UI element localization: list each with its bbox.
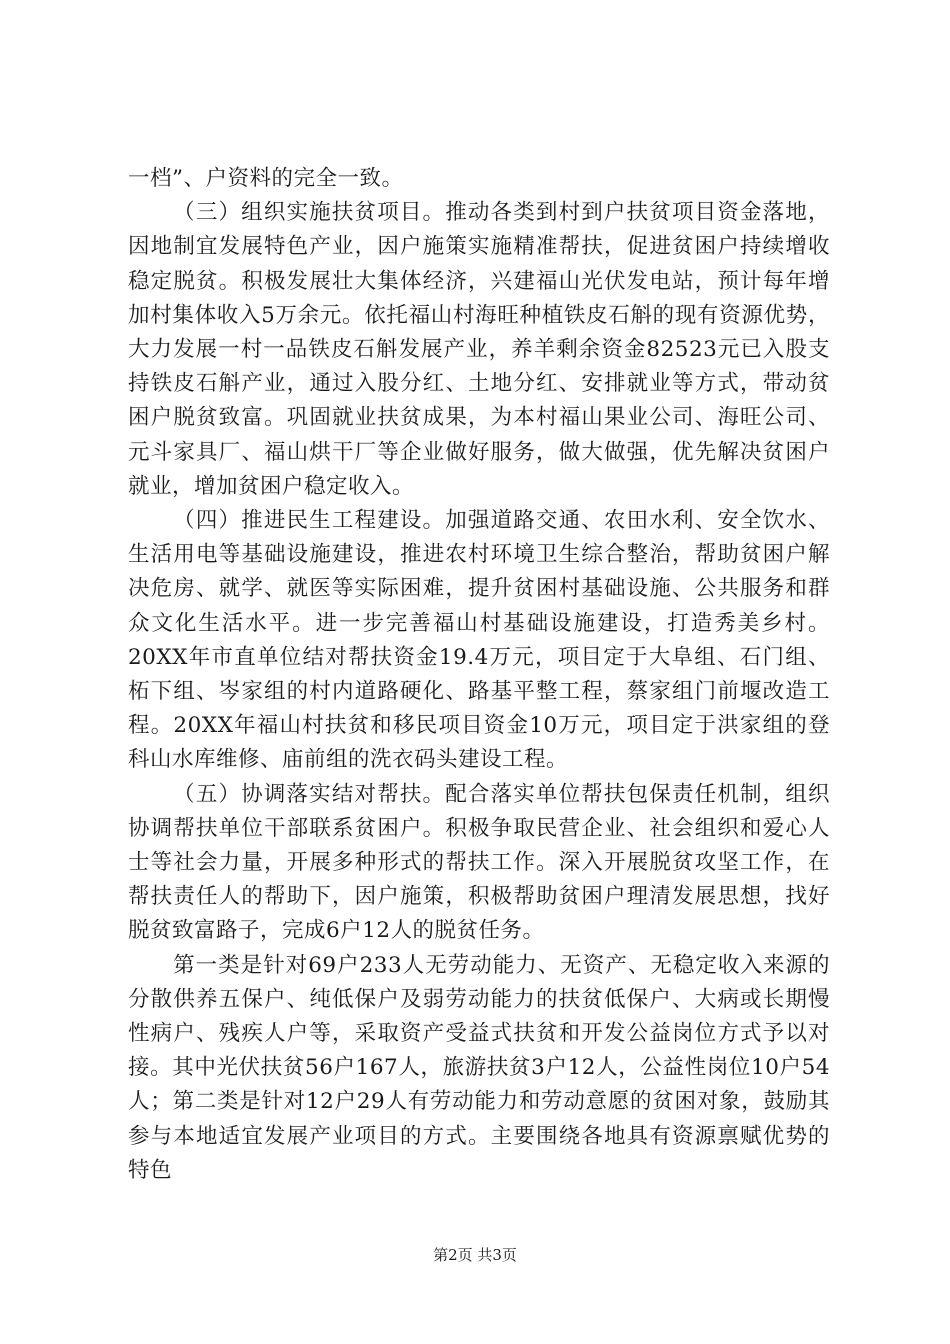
page-number-footer: 第2页 共3页	[433, 1246, 517, 1264]
paragraph-section-5: （五）协调落实结对帮扶。配合落实单位帮扶包保责任机制，组织协调帮扶单位干部联系贫困户。积极争取民营企业、社会组织和爱心人士等社会力量，开展多种形式的帮扶工作。深入开展脱贫攻坚工作，在帮扶责任人的帮助下，因户施策，积极帮助贫困户理清发展思想，找好脱贫致富路子，完成6户12人的脱贫任务。	[128, 781, 830, 944]
paragraph-section-3: （三）组织实施扶贫项目。推动各类到村到户扶贫项目资金落地，因地制宜发展特色产业，因户施策实施精准帮扶，促进贫困户持续增收稳定脱贫。积极发展壮大集体经济，兴建福山光伏发电站，预计每年增加村集体收入5万余元。依托福山村海旺种植铁皮石斛的现有资源优势，大力发展一村一品铁皮石斛发展产业，养羊剩余资金82523元已入股支持铁皮石斛产业，通过入股分红、土地分红、安排就业等方式，带动贫困户脱贫致富。巩固就业扶贫成果，为本村福山果业公司、海旺公司、元斗家具厂、福山烘干厂等企业做好服务，做大做强，优先解决贫困户就业，增加贫困户稳定收入。	[128, 200, 830, 499]
paragraph-category-1: 第一类是针对69户233人无劳动能力、无资产、无稳定收入来源的分散供养五保户、纯低保户及弱劳动能力的扶贫低保户、大病或长期慢性病户、残疾人户等，采取资产受益式扶贫和开发公益岗位方式予以对接。其中光伏扶贫56户167人，旅游扶贫3户12人，公益性岗位10户54人；第二类是针对12户29人有劳动能力和劳动意愿的贫困对象，鼓励其参与本地适宜发展产业项目的方式。主要围绕各地具有资源禀赋优势的特色	[128, 952, 830, 1183]
paragraph-continuation: 一档”、户资料的完全一致。	[128, 166, 404, 191]
document-body	[128, 162, 830, 1188]
paragraph-section-4: （四）推进民生工程建设。加强道路交通、农田水利、安全饮水、生活用电等基础设施建设，推进农村环境卫生综合整治，帮助贫困户解决危房、就学、就医等实际困难，提升贫困村基础设施、公共服务和群众文化生活水平。进一步完善福山村基础设施建设，打造秀美乡村。20XX年市直单位结对帮扶资金19.4万元，项目定于大阜组、石门组、柘下组、岑家组的村内道路硬化、路基平整工程，蔡家组门前堰改造工程。20XX年福山村扶贫和移民项目资金10万元，项目定于洪家组的登科山水库维修、庙前组的洗衣码头建设工程。	[128, 508, 830, 773]
